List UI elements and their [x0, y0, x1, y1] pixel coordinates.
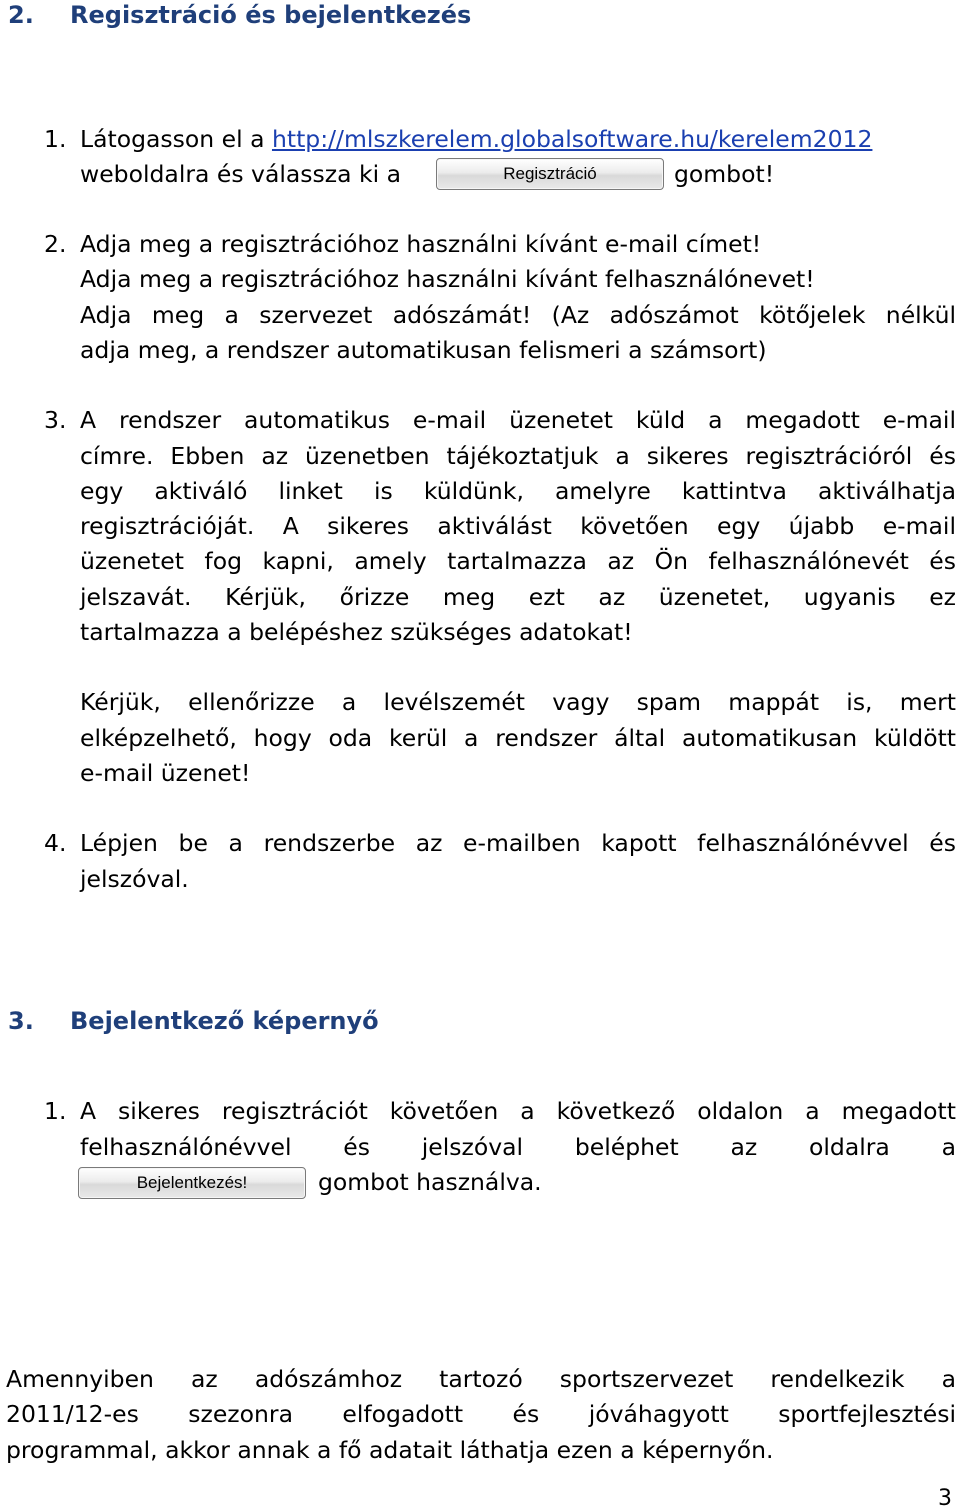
item-4-line: jelszóval.: [80, 865, 189, 893]
section-3-title: Bejelentkező képernyő: [70, 1007, 379, 1035]
item-2-line: adja meg, a rendszer automatikusan felismeri a számsort): [80, 336, 767, 364]
item-3-line: A rendszer automatikus e-mail üzenetet küld a megadott e-mail: [80, 406, 956, 434]
item-2-line: Adja meg a regisztrációhoz használni kívánt felhasználónevet!: [80, 265, 815, 293]
section-2-heading: [8, 0, 908, 30]
login-item-line: A sikeres regisztrációt követően a következő oldalon a megadott: [80, 1097, 956, 1125]
closing-line: programmal, akkor annak a fő adatait láthatja ezen a képernyőn.: [6, 1436, 774, 1464]
item-3-line: üzenetet fog kapni, amely tartalmazza az Ön felhasználónevét és: [80, 547, 956, 575]
section-3-heading: [8, 1006, 908, 1036]
item-1-line-2-text: weboldalra és válassza ki a: [80, 160, 401, 188]
login-item-end: gombot használva.: [318, 1168, 542, 1196]
item-1-line-1: [80, 124, 872, 154]
item-3-line: címre. Ebben az üzenetben tájékoztatjuk a sikeres regisztrációról és: [80, 442, 956, 470]
registration-url-link[interactable]: http://mlszkerelem.globalsoftware.hu/kerelem2012: [271, 125, 873, 153]
section-2-title: Regisztráció és bejelentkezés: [70, 1, 472, 29]
login-item-line: felhasználónévvel és jelszóval beléphet az oldalra a: [80, 1133, 956, 1161]
item-4-line: Lépjen be a rendszerbe az e-mailben kapott felhasználónévvel és: [80, 829, 956, 857]
item-3-line: tartalmazza a belépéshez szükséges adatokat!: [80, 618, 633, 646]
closing-line: 2011/12-es szezonra elfogadott és jóváhagyott sportfejlesztési: [6, 1400, 956, 1428]
list-number: 4.: [44, 829, 67, 857]
bejelentkezes-button[interactable]: Bejelentkezés!: [78, 1167, 306, 1199]
spam-notice-line: e-mail üzenet!: [80, 759, 251, 787]
item-2-line: Adja meg a szervezet adószámát! (Az adószámot kötőjelek nélkül: [80, 301, 956, 329]
list-number: 2.: [44, 230, 67, 258]
list-number: 1.: [44, 1097, 67, 1125]
page-number: 3: [938, 1486, 952, 1511]
closing-line: Amennyiben az adószámhoz tartozó sportszervezet rendelkezik a: [6, 1365, 956, 1393]
spam-notice-line: elképzelhető, hogy oda kerül a rendszer által automatikusan küldött: [80, 724, 956, 752]
regisztracio-button[interactable]: Regisztráció: [436, 158, 664, 190]
section-2-number: 2.: [8, 1, 34, 29]
item-2-line: Adja meg a regisztrációhoz használni kívánt e-mail címet!: [80, 230, 762, 258]
item-1-intro: Látogasson el a: [80, 125, 272, 153]
list-number: 1.: [44, 125, 67, 153]
item-3-line: regisztrációját. A sikeres aktiválást követően egy újabb e-mail: [80, 512, 956, 540]
item-3-line: egy aktiváló linket is küldünk, amelyre kattintva aktiválhatja: [80, 477, 956, 505]
item-1-line-2-end: gombot!: [674, 160, 775, 188]
item-3-line: jelszavát. Kérjük, őrizze meg ezt az üzenetet, ugyanis ez: [80, 583, 956, 611]
list-number: 3.: [44, 406, 67, 434]
spam-notice-line: Kérjük, ellenőrizze a levélszemét vagy spam mappát is, mert: [80, 688, 956, 716]
section-3-number: 3.: [8, 1007, 34, 1035]
